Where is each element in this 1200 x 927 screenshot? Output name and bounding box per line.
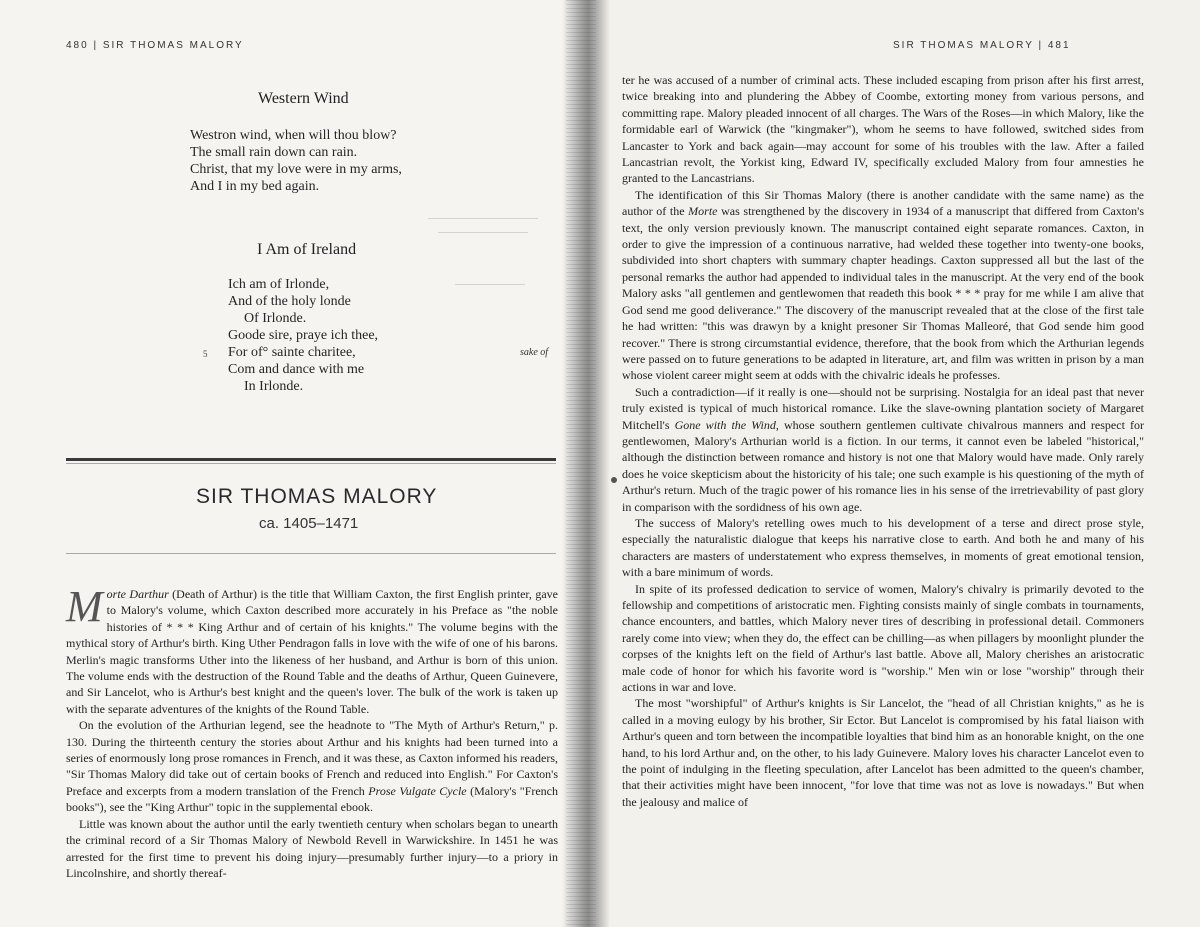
section-rule-thin bbox=[66, 463, 556, 464]
poem-line: For of° sainte charitee, bbox=[228, 345, 356, 360]
poem-western-wind bbox=[190, 127, 402, 195]
paragraph-text: On the evolution of the Arthurian legend, see the headnote to "The Myth of Arthur's Return," p. 130. During the thirteenth century the stories about Arthur and his knights had been turned into a series of enormously long prose romances in French, and it was these, as Caxton informed his readers, "Sir Thomas Malory did take out of certain books of French and reduced into English." For Caxton's Preface and excerpts from a modern translation of the French bbox=[66, 718, 558, 798]
poem-line: Goode sire, praye ich thee, bbox=[228, 328, 379, 343]
paragraph-text: (Malory's "French books"), see the "King Arthur" topic in the supplemental ebook. bbox=[66, 783, 559, 815]
scan-artifact bbox=[428, 218, 538, 219]
poem-title-western-wind: Western Wind bbox=[258, 90, 349, 107]
paragraph-text: was strengthened by the discovery in 1934 of a manuscript that differed from Caxton's text, the only version previously known. The manuscript contained eight separate romances. Caxton, in order to give the impression of a continuous narrative, had welded these together into twenty-one books, subdivided into short chapters with summary chapter headings. Caxton suppressed all but the last of the personal remarks the author had appended to individual tales in the manuscript. At the very end of the book Malory asks "all gentlemen and gentlewomen that readeth this book * * * pray for me while I am alive that God send me good deliverance." The discovery of the manuscript revealed that at the close of the first tale he had written: "this was drawyn by a knight presoner Sir Thomas Malleoré, that God sende him good recover." There is strong circumstantial evidence, therefore, that the book from which the Arthurian legends were passed on to future generations to be adapted in literature, art, and film was written in prison by a man whose violent career might seem at odds with the chivalric ideals he professes. bbox=[622, 204, 1144, 383]
paragraph: The most "worshipful" of Arthur's knights is Sir Lancelot, the "head of all Christian knights," as he is called in a moving eulogy by his brother, Sir Ector. But Lancelot is compromised by his fatal liaison with Arthur's queen and torn between the incompatible loyalties that bind him as an honorable knight, on the one hand, to his lord Arthur and, on the other, to his lady Guinevere. Malory loves his character Lancelot even to the point of indulging in the fleeting speculation, after Lancelot has been admitted to the queen's chamber, that their activities might have been innocent, "for love that time was not as love is nowadays." But when the jealousy and malice of bbox=[622, 696, 1144, 809]
paragraph-text: Such a contradiction—if it really is one—should not be surprising. Nostalgia for an ideal past that never truly existed is typical of much historical romance. Like the slave-owning plantation society of Margaret Mitchell's bbox=[622, 384, 1144, 432]
dropcap: M bbox=[66, 582, 103, 631]
line-number: 5 bbox=[203, 349, 208, 359]
right-running-head: SIR THOMAS MALORY | 481 bbox=[893, 40, 1071, 51]
scan-artifact bbox=[455, 284, 525, 285]
author-dates: ca. 1405–1471 bbox=[259, 515, 359, 532]
left-page bbox=[0, 0, 580, 927]
scan-artifact bbox=[438, 232, 528, 233]
poem-title-i-am-of-ireland: I Am of Ireland bbox=[257, 241, 357, 258]
right-page bbox=[580, 0, 1200, 927]
poem-line: Christ, that my love were in my arms, bbox=[190, 162, 402, 177]
paragraph bbox=[66, 717, 558, 815]
paragraph: In spite of its professed dedication to service of women, Malory's chivalry is primarily devoted to the fellowship and competitions of aristocratic men. Fighting consists mainly of single combats in tournaments, chance encounters, and battles, which Malory never tires of describing in professional detail. Commoners rarely come into view; when they do, the effect can be chilling—as when pillagers by moonlight plunder the corpses of the knights left on the field of Arthur's last battle. Above all, Malory cherishes an aristocratic male code of honor for which his favorite word is "worship." Men win or lose "worship" through their actions in war and love. bbox=[622, 581, 1144, 695]
poem-line: And of the holy londe bbox=[228, 294, 351, 309]
poem-line: In Irlonde. bbox=[244, 379, 304, 394]
paragraph bbox=[66, 582, 558, 717]
gutter-texture bbox=[566, 0, 596, 927]
left-running-head: 480 | SIR THOMAS MALORY bbox=[66, 40, 244, 51]
scan-dot bbox=[611, 477, 617, 483]
section-rule bbox=[66, 458, 556, 461]
gloss-note: sake of bbox=[520, 347, 549, 358]
work-title: Prose Vulgate Cycle bbox=[368, 783, 467, 798]
paragraph bbox=[622, 384, 1144, 515]
poem-i-am-of-ireland bbox=[228, 276, 378, 395]
paragraph-text: (Death of Arthur) is the title that William Caxton, the first English printer, gave to Malory's volume, which Caxton described more accurately in his Preface as "the noble histories of * * * King Arthur and of certain of his knights." The volume begins with the mythical story of Arthur's birth. King Uther Pendragon falls in love with the wife of one of his barons. Merlin's magic transforms Uther into the likeness of her husband, and Arthur is born of this union. The volume ends with the destruction of the Round Table and the deaths of Arthur, Queen Guinevere, and Sir Lancelot, who is Arthur's best knight and the queen's lover. The bulk of the work is taken up with the separate adventures of the knights of the Round Table. bbox=[66, 587, 558, 716]
work-title: Gone with the Wind bbox=[674, 417, 776, 432]
paragraph-text: The identification of this Sir Thomas Malory (there is another candidate with the same name) as the author of the bbox=[622, 187, 1144, 219]
poem-line: The small rain down can rain. bbox=[190, 145, 358, 160]
poem-line: And I in my bed again. bbox=[190, 179, 320, 194]
paragraph-text: , whose southern gentlemen cultivate chivalrous manners and respect for gentlewomen, Malory's Arthurian world is a fiction. In our terms, it cannot even be labeled "historical," although the distinction between romance and history is not one that Malory would have made. Only rarely does he voice skepticism about the historicity of his tale; one such example is his questioning of the myth of Arthur's return. Much of the tragic power of his romance lies in his sense of the irretrievability of past glory in comparison with the sordidness of his own age. bbox=[622, 417, 1144, 514]
poem-line: Com and dance with me bbox=[228, 362, 365, 377]
work-title: orte Darthur bbox=[106, 587, 169, 601]
poem-line: Ich am of Irlonde, bbox=[228, 277, 330, 292]
poem-line: Of Irlonde. bbox=[244, 311, 307, 326]
author-name: SIR THOMAS MALORY bbox=[196, 485, 438, 508]
paragraph bbox=[622, 187, 1144, 384]
headnote-text-continued bbox=[622, 72, 1144, 810]
section-rule-thin bbox=[66, 553, 556, 554]
paragraph: Little was known about the author until the early twentieth century when scholars began to unearth the criminal record of a Sir Thomas Malory of Newbold Revell in Warwickshire. In 1451 he was arrested for the first time to prevent his doing injury—presumably further injury—to a priory in Lincolnshire, and shortly thereaf- bbox=[66, 816, 558, 880]
paragraph: ter he was accused of a number of criminal acts. These included escaping from prison after his first arrest, twice breaking into and plundering the Abbey of Coombe, extorting money from various persons, and committing rape. Malory pleaded innocent of all charges. The Wars of the Roses—in which Malory, like the formidable earl of Warwick (the "kingmaker"), whom he seems to have followed, switched sides from Lancaster to York and back again—may account for some of his troubles with the law. After a failed Lancastrian revolt, the Yorkist king, Edward IV, specifically excluded Malory from four amnesties he granted to the Lancastrians. bbox=[622, 73, 1144, 186]
work-title: Morte bbox=[688, 204, 718, 219]
poem-line: Westron wind, when will thou blow? bbox=[190, 128, 397, 143]
paragraph: The success of Malory's retelling owes much to his development of a terse and direct prose style, especially the naturalistic dialogue that keeps his narrative close to earth. And both he and many of his characters are masters of understatement who express themselves, in moments of great emotional tension, with a bare minimum of words. bbox=[622, 515, 1144, 580]
headnote-text bbox=[66, 582, 559, 881]
